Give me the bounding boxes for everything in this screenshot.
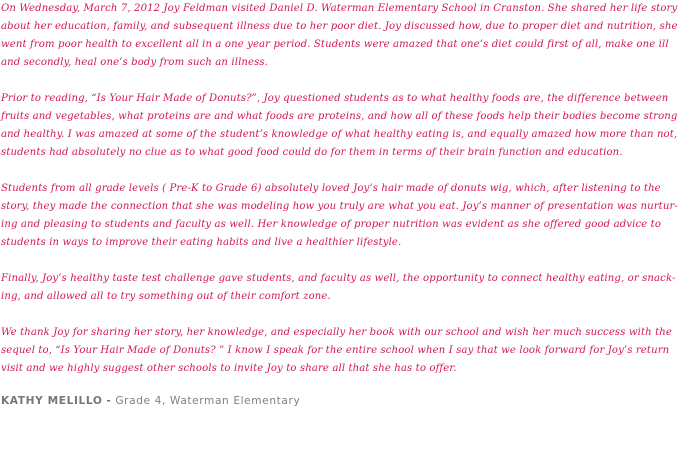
testimonial-paragraph-3: Students from all grade levels ( Pre-K to Grade 6) absolutely loved Joy’s hair made of donuts wig, which, after listening to the story, they made the connection that she was modeling how you truly are what you eat. Joy’s manner of presentation was nurtur- ing and pleasing to students and faculty as well. Her knowledge of proper nutrition was evident as she offered good advice to students in ways to improve their eating habits and live a healthier lifestyle. (1, 183, 678, 248)
attribution (1, 392, 300, 410)
attribution-name: KATHY MELILLO (1, 395, 103, 407)
testimonial-paragraph-1: On Wednesday, March 7, 2012 Joy Feldman visited Daniel D. Waterman Elementary School in Cranston. She shared her life story about her education, family, and subsequent illness due to her poor diet. Joy discussed how, due to proper diet and nutrition, she went from poor health to excellent all in a one year period. Students were amazed that one’s diet could first of all, make one ill and secondly, heal one’s body from such an illness. (1, 3, 678, 68)
testimonial-paragraph-2: Prior to reading, “Is Your Hair Made of Donuts?”, Joy questioned students as to what healthy foods are, the difference between fruits and vegetables, what proteins are and what foods are proteins, and how all of these foods help their bodies become strong and healthy. I was amazed at some of the student’s knowledge of what healthy eating is, and equally amazed how more than not, students had absolutely no clue as to what good food could do for them in terms of their brain function and education. (1, 93, 678, 158)
attribution-separator: - (106, 395, 112, 407)
testimonial-body (1, 0, 688, 396)
attribution-role: Grade 4, Waterman Elementary (115, 395, 301, 407)
testimonial-paragraph-4: Finally, Joy’s healthy taste test challenge gave students, and faculty as well, the opportunity to connect healthy eating, or snack- ing, and allowed all to try something out of their comfort zone. (1, 273, 676, 302)
testimonial-paragraph-5: We thank Joy for sharing her story, her knowledge, and especially her book with our school and wish her much success with the sequel to, “Is Your Hair Made of Donuts? ” I know I speak for the entire school when I say that we look forward for Joy’s return visit and we highly suggest other schools to invite Joy to share all that she has to offer. (1, 327, 672, 374)
